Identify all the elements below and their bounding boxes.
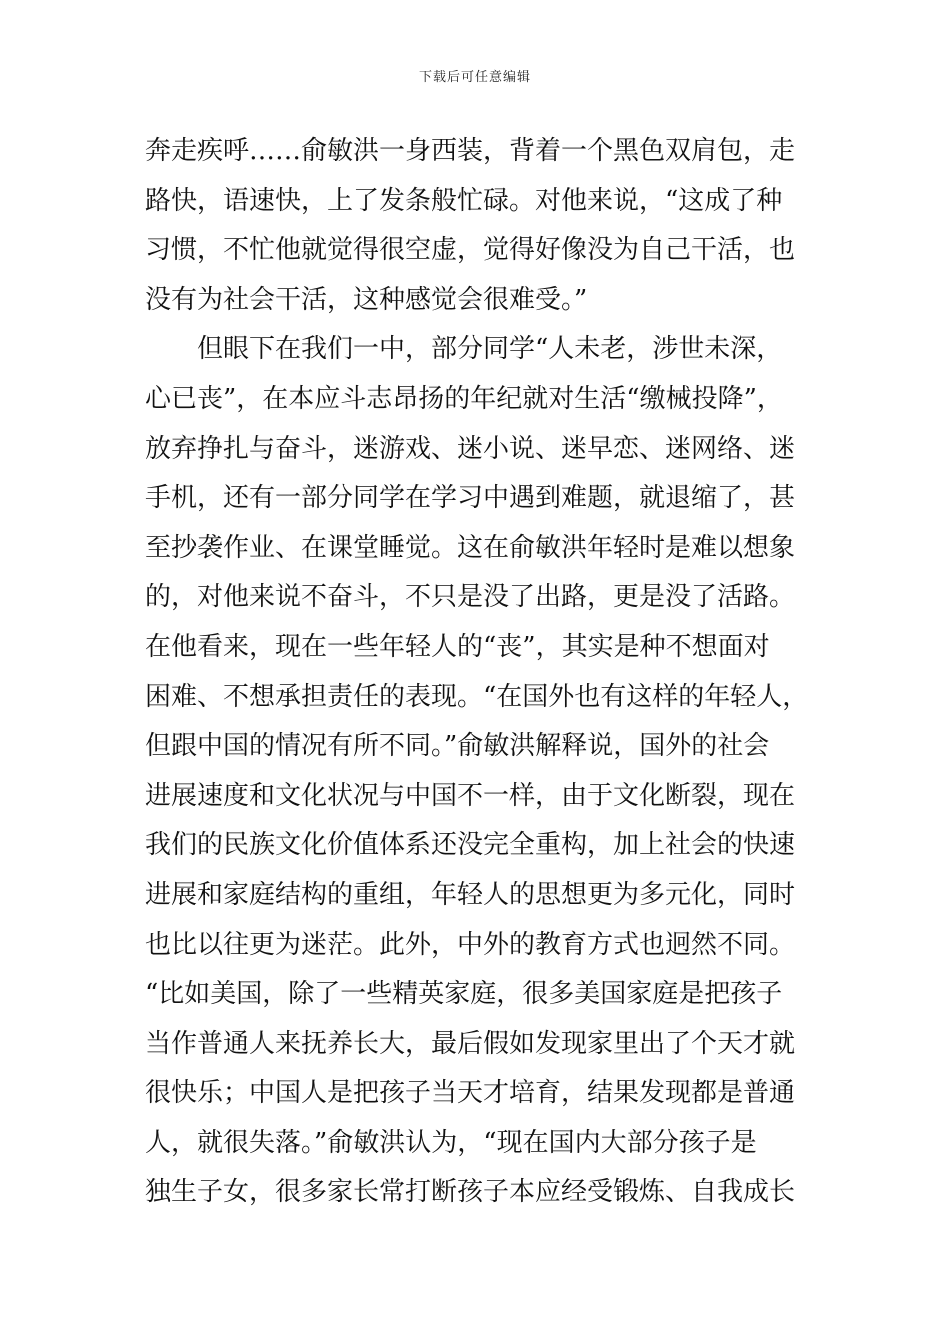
text-line: 进展速度和文化状况与中国不一样，由于文化断裂，现在 [145,780,796,811]
text-line: 放弃挣扎与奋斗，迷游戏、迷小说、迷早恋、迷网络、迷 [145,433,796,464]
text-line: 心已丧”，在本应斗志昂扬的年纪就对生活“缴械投降”， [145,383,783,414]
text-line: 至抄袭作业、在课堂睡觉。这在俞敏洪年轻时是难以想象 [145,532,796,563]
text-line: 独生子女，很多家长常打断孩子本应经受锻炼、自我成长 [145,1177,796,1208]
text-line: 很快乐；中国人是把孩子当天才培育，结果发现都是普通 [145,1078,796,1109]
text-line: 没有为社会干活，这种感觉会很难受。” [145,284,588,315]
text-line: 进展和家庭结构的重组，年轻人的思想更为多元化，同时 [145,879,796,910]
text-line: 的，对他来说不奋斗，不只是没了出路，更是没了活路。 [145,582,796,613]
text-line: 习惯，不忙他就觉得很空虚，觉得好像没为自己干活，也 [145,235,796,266]
page-header: 下载后可任意编辑 [418,70,531,85]
body-text [145,127,815,1218]
text-line: “比如美国，除了一些精英家庭，很多美国家庭是把孩子 [145,979,783,1010]
text-line: 我们的民族文化价值体系还没完全重构，加上社会的快速 [145,830,796,861]
text-line: 也比以往更为迷茫。此外，中外的教育方式也迥然不同。 [145,929,796,960]
text-line: 奔走疾呼……俞敏洪一身西装，背着一个黑色双肩包，走 [145,136,796,166]
text-line: 路快，语速快，上了发条般忙碌。对他来说，“这成了种 [145,185,783,216]
text-line: 但跟中国的情况有所不同。”俞敏洪解释说，国外的社会 [145,731,770,762]
text-line: 手机，还有一部分同学在学习中遇到难题，就退缩了，甚 [145,483,796,514]
paragraph-first-line: 但眼下在我们一中，部分同学“人未老，涉世未深， [197,334,783,365]
text-line: 困难、不想承担责任的表现。“在国外也有这样的年轻人， [145,681,809,712]
text-line: 人，就很失落。”俞敏洪认为，“现在国内大部分孩子是 [145,1127,757,1158]
text-line: 在他看来，现在一些年轻人的“丧”，其实是种不想面对 [145,631,770,662]
text-line: 当作普通人来抚养长大，最后假如发现家里出了个天才就 [145,1028,796,1059]
